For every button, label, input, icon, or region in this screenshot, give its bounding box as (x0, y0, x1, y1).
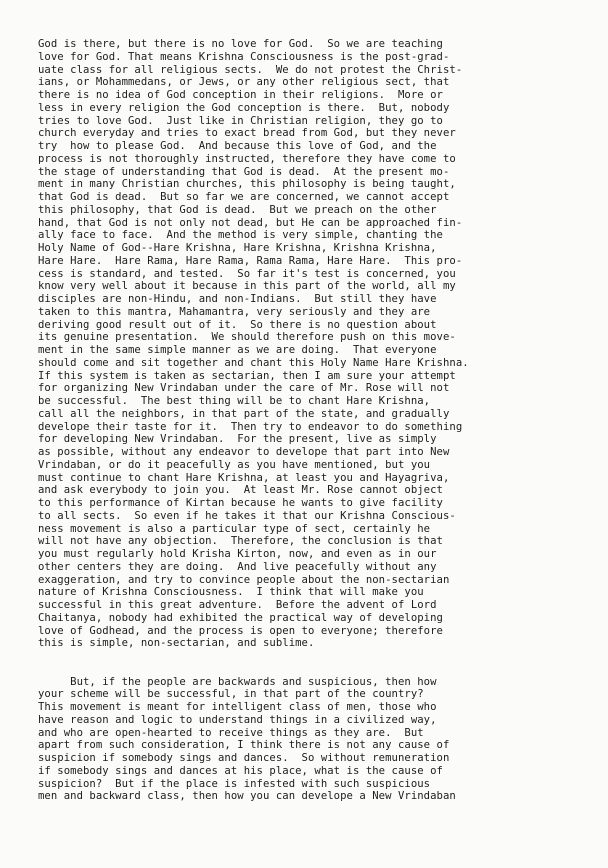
text-line: taken to this mantra, Mahamantra, very seriously and they are (38, 305, 431, 318)
text-line: process is not thoroughly instructed, therefore they have come to (38, 152, 456, 165)
text-line: there is no idea of God conception in their religions. More or (38, 89, 443, 101)
text-line: less in every religion the God conception is there. But, nobody (38, 101, 450, 114)
text-line: This movement is meant for intelligent class of men, those who (38, 701, 437, 713)
text-line: have reason and logic to understand things in a civilized way, (38, 713, 437, 726)
text-line: If this system is taken as sectarian, then I am sure your attempt (38, 369, 456, 382)
text-line: ness movement is also a particular type of sect, certainly he (38, 522, 431, 535)
text-line: to all sects. So even if he takes it that our Krishna Conscious- (38, 509, 456, 522)
letter-body (38, 38, 598, 803)
text-line: cess is standard, and tested. So far it's test is concerned, you (38, 267, 456, 280)
text-line: apart from such consideration, I think there is not any cause of (38, 739, 450, 752)
text-line: develope their taste for it. Then try to endeavor to do something (38, 420, 463, 433)
text-line: nature of Krishna Consciousness. I think that will make you (38, 586, 424, 599)
text-line: ians, or Mohammedans, or Jews, or any other religious sect, that (38, 76, 450, 89)
text-line: be successful. The best thing will be to chant Hare Krishna, (38, 395, 431, 407)
text-line: ment in the same simple manner as we are doing. That everyone (38, 344, 437, 356)
text-line: exaggeration, and try to convince people about the non-sectarian (38, 573, 450, 586)
text-line: God is there, but there is no love for God. So we are teaching (38, 38, 443, 50)
text-line: Holy Name of God--Hare Krishna, Hare Krishna, Krishna Krishna, (38, 242, 437, 254)
text-line: you must regularly hold Krisha Kirton, now, and even as in our (38, 548, 437, 560)
paragraph-gap (38, 650, 598, 663)
text-line: men and backward class, then how you can develope a New Vrindaban (38, 790, 456, 803)
text-line: the stage of understanding that God is dead. At the present mo- (38, 165, 450, 178)
text-line: as possible, without any endeavor to develope that part into New (38, 446, 450, 458)
text-line: your scheme will be successful, in that part of the country? (38, 688, 424, 701)
text-line: for organizing New Vrindaban under the care of Mr. Rose will not (38, 382, 450, 395)
text-line: church everyday and tries to exact bread from God, but they never (38, 127, 456, 140)
text-line: if somebody sings and dances at his place, what is the cause of (38, 764, 443, 777)
text-line: disciples are non-Hindu, and non-Indians. But still they have (38, 293, 437, 305)
text-line: for developing New Vrindaban. For the present, live as simply (38, 433, 437, 446)
text-line: try how to please God. And because this love of God, and the (38, 140, 437, 152)
text-line: its genuine presentation. We should therefore push on this move- (38, 331, 456, 344)
text-line: other centers they are doing. And live peacefully without any (38, 560, 437, 573)
text-line: and who are open-hearted to receive things as they are. But (38, 726, 424, 739)
text-line: love of Godhead, and the process is open to everyone; therefore (38, 624, 443, 637)
text-line: that God is dead. But so far we are concerned, we cannot accept (38, 191, 450, 203)
text-line: to this performance of Kirtan because he wants to give facility (38, 497, 443, 509)
text-line: Chaitanya, nobody had exhibited the practical way of developing (38, 611, 443, 624)
text-line: love for God. That means Krishna Consciousness is the post-grad- (38, 50, 450, 63)
text-line: Vrindaban, or do it peacefully as you have mentioned, but you (38, 458, 431, 471)
text-line: But, if the people are backwards and suspicious, then how (38, 675, 437, 688)
text-line: Hare Hare. Hare Rama, Hare Rama, Rama Rama, Hare Hare. This pro- (38, 254, 463, 267)
text-line: know very well about it because in this part of the world, all my (38, 280, 456, 293)
text-line: this is simple, non-sectarian, and sublime. (38, 637, 315, 650)
text-line: suspicion? But if the place is infested with such suspicious (38, 777, 431, 790)
text-line: hand, that God is not only not dead, but He can be approached fin- (38, 216, 463, 229)
text-line: and ask everybody to join you. At least Mr. Rose cannot object (38, 484, 443, 497)
text-line: must continue to chant Hare Krishna, at least you and Hayagriva, (38, 471, 450, 484)
text-line: this philosophy, that God is dead. But we preach on the other (38, 203, 437, 216)
text-line: successful in this great adventure. Before the advent of Lord (38, 599, 437, 611)
text-line: uate class for all religious sects. We do not protest the Christ- (38, 63, 463, 76)
text-line: call all the neighbors, in that part of the state, and gradually (38, 407, 450, 420)
paragraph-gap (38, 663, 598, 676)
text-line: deriving good result out of it. So there is no question about (38, 318, 437, 331)
text-line: should come and sit together and chant this Holy Name Hare Krishna. (38, 356, 469, 369)
text-line: tries to love God. Just like in Christian religion, they go to (38, 114, 443, 127)
text-line: ally face to face. And the method is very simple, chanting the (38, 229, 443, 242)
text-line: will not have any objection. Therefore, the conclusion is that (38, 535, 443, 548)
text-line: ment in many Christian churches, this philosophy is being taught, (38, 178, 456, 191)
text-line: suspicion if somebody sings and dances. So without remuneration (38, 752, 450, 764)
